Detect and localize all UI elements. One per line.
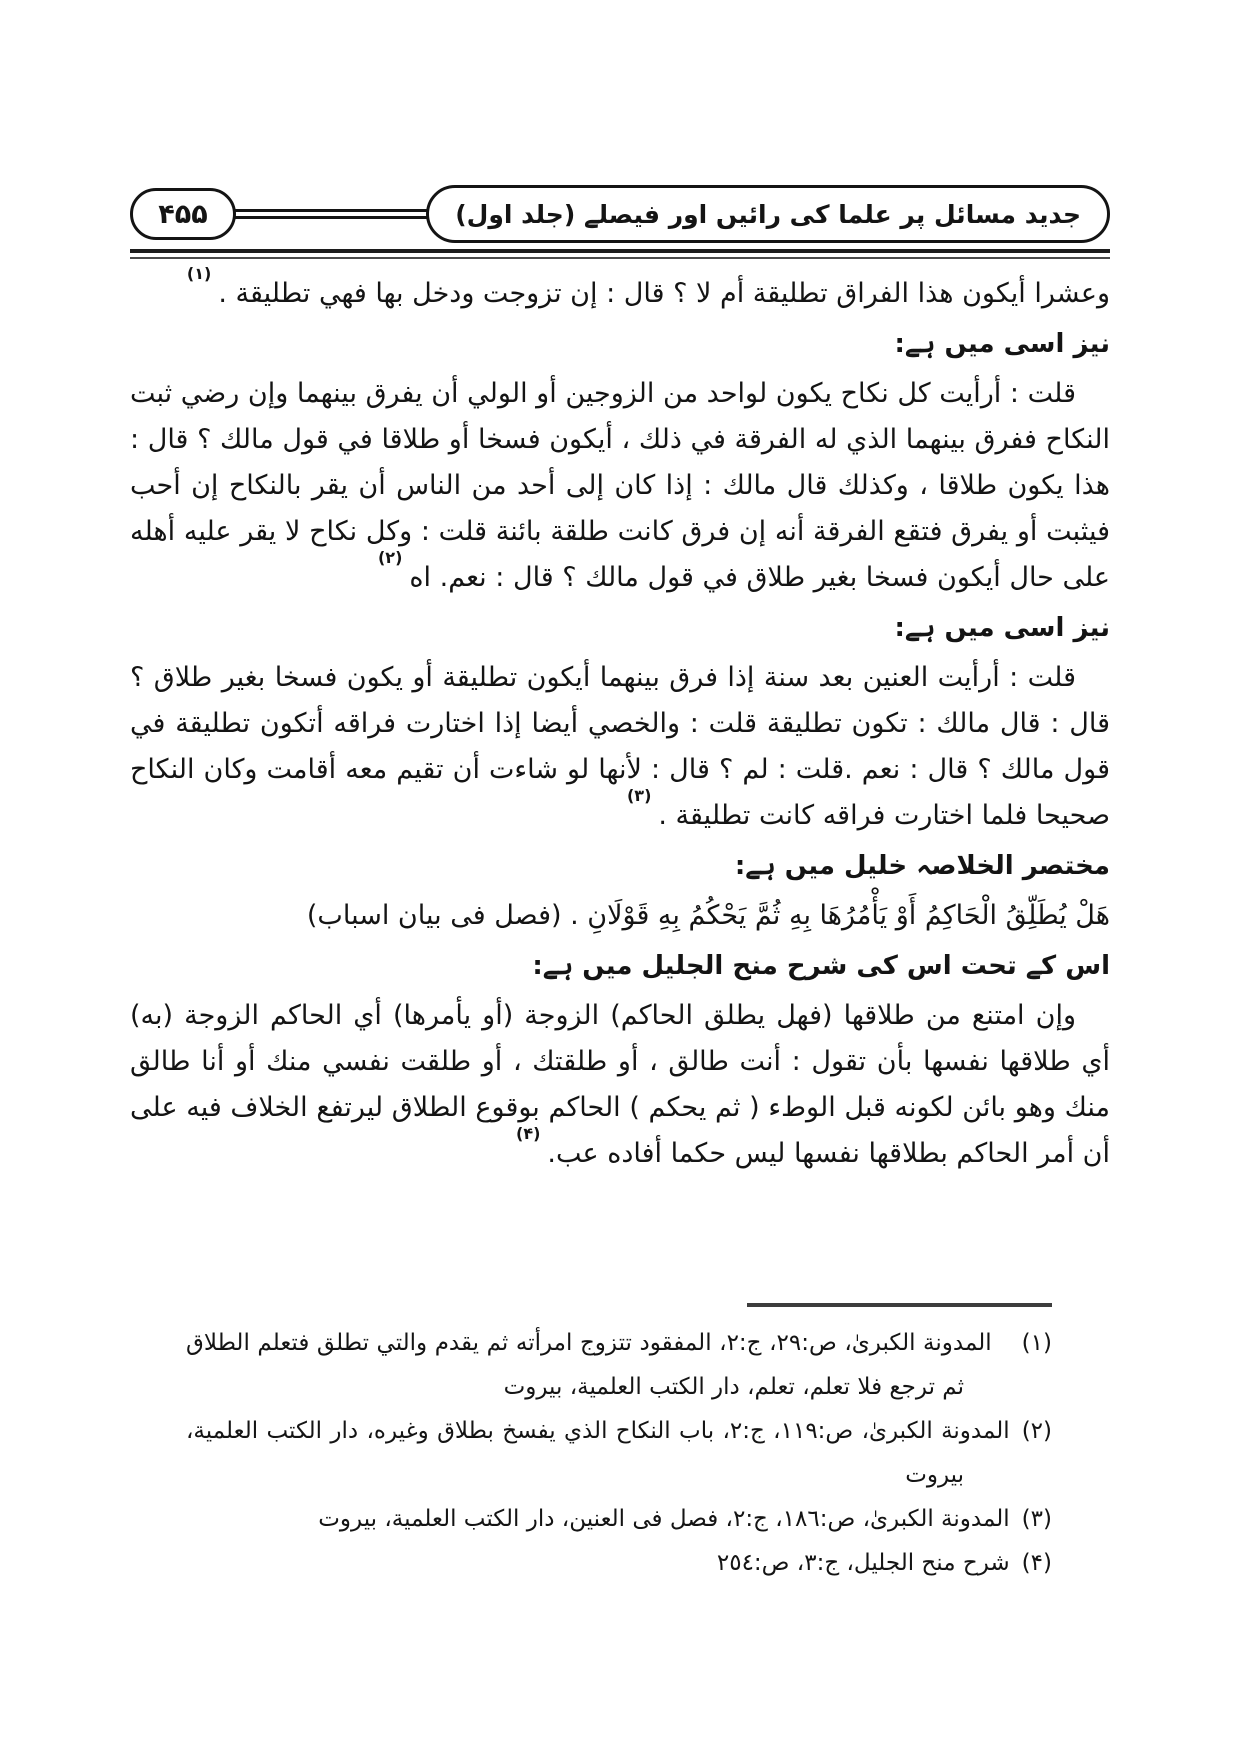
heading-niz-asi-2: نیز اسی میں ہے:: [894, 613, 1110, 643]
footnote-separator: [747, 1303, 1052, 1307]
page-number-badge: [130, 188, 236, 240]
page-header: [130, 184, 1110, 244]
paragraph-continuation-text: وعشرا أيكون هذا الفراق تطليقة أم لا ؟ قال : إن تزوجت ودخل بها فهي تطليقة .: [218, 278, 1110, 309]
footnote-1: [186, 1321, 1052, 1409]
footnote-1-text: المدونة الكبرىٰ، ص:٢٩، ج:٢، المفقود تتزوج امرأته ثم يقدم والتي تطلق فتعلم الطلاق ثم ترجع فلا تعلم، تعلم، دار الكتب العلمية، بيروت: [186, 1330, 992, 1400]
paragraph-mudawwana-1: [130, 371, 1110, 601]
heading-niz-asi-1: نیز اسی میں ہے:: [894, 329, 1110, 359]
paragraph-khalil-quote: [130, 893, 1110, 939]
footnote-4: [186, 1541, 1052, 1585]
paragraph-mudawwana-1-text: قلت : أرأيت كل نكاح يكون لواحد من الزوجين أو الولي أن يفرق بينهما وإن رضي ثبت النكاح ففرق بينهما الذي له الفرقة في ذلك ، أيكون فسخا أو طلاقا في قول مالك ؟ قال : هذا يكون طلاقا ، وكذلك قال مالك : إذا كان إلى أحد من الناس أن يقر بالنكاح إن أحب فيثبت أو يفرق فتقع الفرقة أنه إن فرق كانت طلقة بائنة قلت : وكل نكاح لا يقر عليه أهله على حال أيكون فسخا بغير طلاق في قول مالك ؟ قال : نعم. اه: [130, 378, 1110, 593]
footnote-2-marker: (٢): [1021, 1418, 1053, 1444]
paragraph-mudawwana-2: [130, 655, 1110, 839]
footnote-ref-3: (٣): [626, 786, 652, 805]
header-double-rule: [130, 249, 1110, 259]
paragraph-sharh-text: وإن امتنع من طلاقها (فهل يطلق الحاكم) الزوجة (أو يأمرها) أي الحاكم الزوجة (به) أي طلاقها نفسها بأن تقول : أنت طالق ، أو طلقتك ، أو طلقت نفسي منك أو أنا طالق منك وهو بائن لكونه قبل الوطء ( ثم يحكم ) الحاكم بوقوع الطلاق ليرتفع الخلاف فيه على أن أمر الحاكم بطلاقها نفسها ليس حكما أفاده عب.: [130, 1000, 1110, 1169]
paragraph-sharh: [130, 993, 1110, 1177]
content-column: [130, 184, 1110, 1585]
footnote-2-text: المدونة الكبرىٰ، ص:١١٩، ج:٢، باب النكاح الذي يفسخ بطلاق وغيره، دار الكتب العلمية، بيروت: [186, 1418, 1010, 1488]
footnote-ref-4: (۴): [516, 1124, 541, 1143]
footnote-3-marker: (٣): [1021, 1506, 1052, 1532]
heading-khalil: مختصر الخلاصہ خلیل میں ہے:: [734, 851, 1110, 881]
heading-sharh-minah-al-jalil: اس کے تحت اس کی شرح منح الجلیل میں ہے:: [532, 951, 1110, 981]
footnote-4-marker: (۴): [1021, 1550, 1052, 1576]
paragraph-continuation: [130, 264, 1110, 317]
footnote-3-text: المدونة الكبرىٰ، ص:١٨٦، ج:٢، فصل فى العنين، دار الكتب العلمية، بيروت: [318, 1506, 1010, 1532]
book-title: جدید مسائل پر علما کی رائیں اور فیصلے (جلد اول): [455, 199, 1081, 229]
footnote-ref-1: (١): [186, 264, 212, 283]
footnote-1-marker: (١): [1021, 1330, 1052, 1356]
paragraph-khalil-quote-text: هَلْ يُطَلِّقُ الْحَاكِمُ أَوْ يَأْمُرُهَا بِهِ ثُمَّ يَحْكُمُ بِهِ قَوْلَانِ . (فصل فى بيان اسباب): [306, 900, 1110, 931]
footnote-3: [186, 1497, 1052, 1541]
paragraph-mudawwana-2-text: قلت : أرأيت العنين بعد سنة إذا فرق بينهما أيكون تطليقة أو يكون فسخا بغير طلاق ؟ قال : قال مالك : تكون تطليقة قلت : والخصي أيضا إذا اختارت فراقه أتكون تطليقة في قول مالك ؟ قال : نعم .قلت : لم ؟ قال : لأنها لو شاءت أن تقيم معه أقامت وكان النكاح صحيحا فلما اختارت فراقه كانت تطليقة .: [130, 662, 1110, 831]
footnote-4-text: شرح منح الجليل، ج:٣، ص:٢٥٤: [716, 1550, 1010, 1576]
footnote-ref-2: (٢): [377, 548, 403, 567]
page-number: ۴۵۵: [158, 198, 208, 230]
header-connector-line: [234, 209, 428, 219]
footnotes-section: [186, 1321, 1052, 1585]
footnote-2: [186, 1409, 1052, 1497]
header-title-cartouche: [426, 185, 1110, 243]
page-body: [130, 264, 1110, 1177]
